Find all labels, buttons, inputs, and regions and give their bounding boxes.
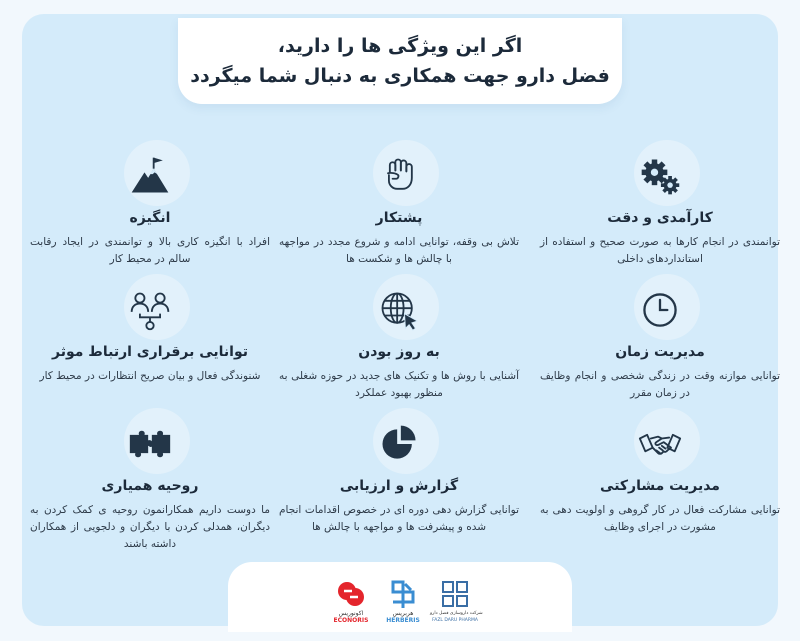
econoris-logo [326, 578, 376, 624]
herberis-en: HERBERIS [386, 617, 420, 624]
herberis-mark-icon [387, 578, 419, 610]
puzzle-icon [128, 422, 172, 466]
item-description: تلاش بی وقفه، توانایی ادامه و شروع مجدد در مواجهه با چالش ها و شکست ها [279, 236, 519, 265]
footer-logos [228, 562, 572, 632]
item-title: توانایی برقراری ارتباط موثر [52, 344, 248, 360]
fazl-daru-en: FAZL DARU PHARMA [432, 618, 478, 623]
people-connect-icon [128, 288, 172, 332]
handshake-icon [638, 422, 682, 466]
globe-cursor-icon [377, 288, 421, 332]
pie-chart-icon [377, 422, 421, 466]
item-title: به روز بودن [358, 344, 440, 360]
item-description: توانایی موازنه وقت در زندگی شخصی و انجام وظایف در زمان مقرر [540, 370, 780, 399]
item-description: ما دوست داریم همکارانمون روحیه ی کمک کردن به دیگران، همدلی کردن با دیگران و دلجویی از همکاران داشته باشند [30, 504, 270, 550]
title-line-2: فضل دارو جهت همکاری به دنبال شما میگردد [190, 65, 610, 87]
fazl-daru-logo [430, 578, 483, 624]
item-description: توانایی گزارش دهی دوره ای در خصوص اقدامات انجام شده و پیشرفت ها و مواجهه با چالش ها [279, 504, 519, 533]
item-title: انگیزه [129, 210, 171, 226]
title-line-1: اگر این ویژگی ها را دارید، [277, 35, 523, 57]
item-description: توانمندی در انجام کارها به صورت صحیح و استفاده از استانداردهای داخلی [540, 236, 780, 265]
fazl-daru-fa: شرکت داروسازی فضل دارو [430, 611, 483, 616]
item-motivation [30, 144, 270, 284]
item-time-management [540, 278, 780, 418]
fist-icon [377, 154, 421, 198]
clock-icon [638, 288, 682, 332]
econoris-en: ECONORIS [333, 617, 369, 624]
econoris-fa: اکونوریس [338, 610, 364, 617]
fazl-daru-mark-icon [439, 578, 471, 610]
item-title: مدیریت زمان [615, 344, 705, 360]
item-description: توانایی مشارکت فعال در کار گروهی و اولویت دهی به مشورت در اجرای وظایف [540, 504, 780, 533]
item-title: گزارش و ارزیابی [339, 478, 459, 494]
gears-icon [638, 154, 682, 198]
item-cooperation [30, 412, 270, 552]
item-description: شنوندگی فعال و بیان صریح انتظارات در محیط کار [39, 370, 261, 382]
item-title: پشتکار [375, 210, 423, 226]
item-up-to-date [279, 278, 519, 418]
item-description: آشنایی با روش ها و تکنیک های جدید در حوزه شغلی به منظور بهبود عملکرد [279, 370, 519, 399]
title-card [178, 18, 622, 104]
herberis-logo [378, 578, 428, 624]
item-description: افراد با انگیزه کاری بالا و توانمندی در ایجاد رقابت سالم در محیط کار [30, 236, 270, 265]
item-efficiency [540, 144, 780, 284]
mountain-flag-icon [128, 154, 172, 198]
herberis-fa: هربریس [392, 610, 414, 617]
econoris-mark-icon [335, 578, 367, 610]
item-title: کارآمدی و دقت [607, 210, 713, 226]
item-reporting [279, 412, 519, 552]
item-participative-management [540, 412, 780, 552]
item-title: مدیریت مشارکتی [600, 478, 720, 494]
item-perseverance [279, 144, 519, 284]
item-title: روحیه همیاری [101, 478, 199, 494]
item-communication [30, 278, 270, 418]
